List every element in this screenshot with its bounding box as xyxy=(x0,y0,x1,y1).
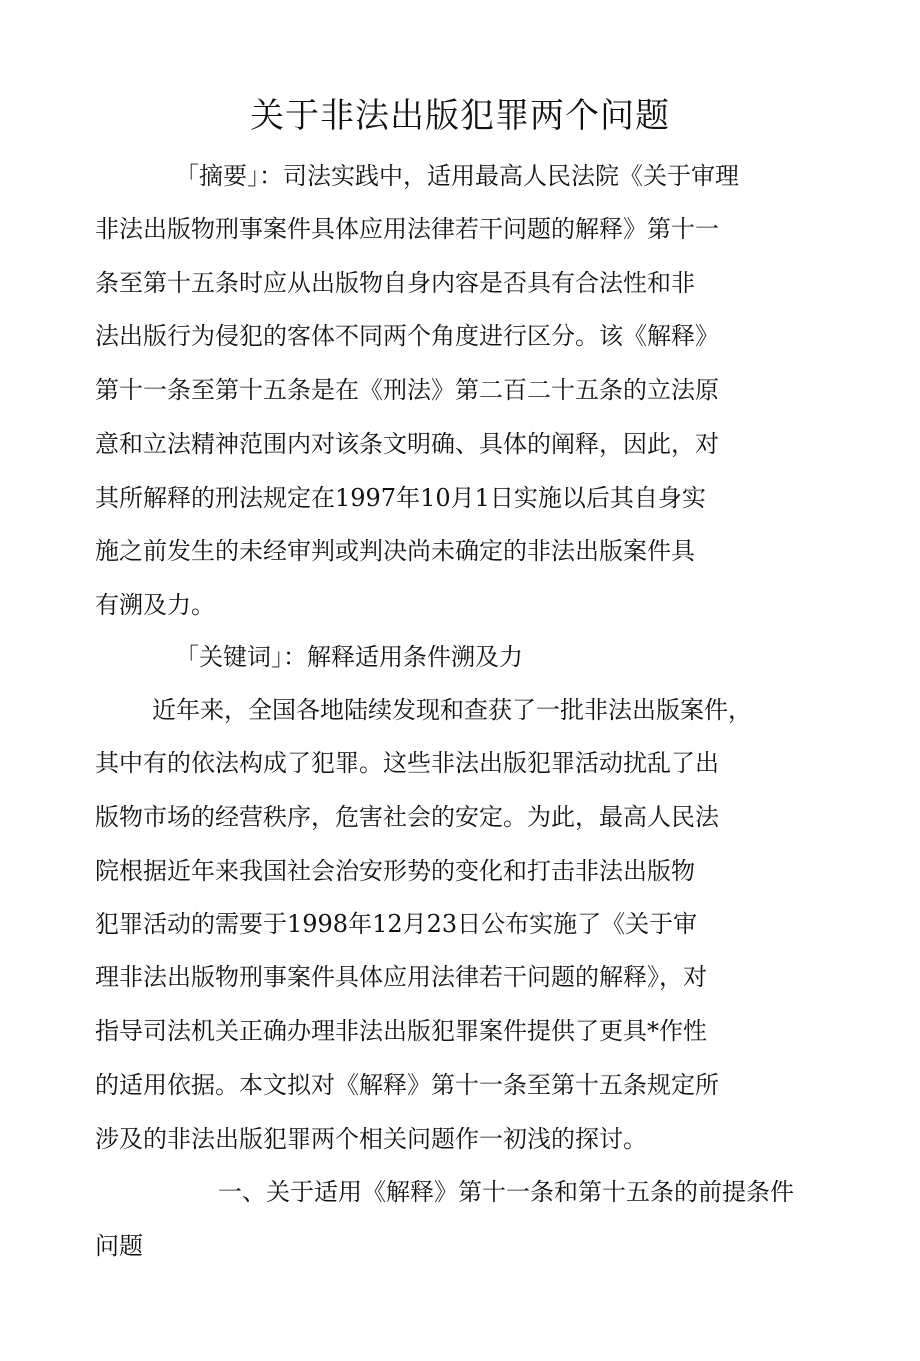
body-line: 理非法出版物刑事案件具体应用法律若干问题的解释》，对 xyxy=(95,963,707,991)
abstract-line: 意和立法精神范围内对该条文明确、具体的阐释，因此，对 xyxy=(95,430,719,458)
abstract-line: 第十一条至第十五条是在《刑法》第二百二十五条的立法原 xyxy=(95,376,719,404)
abstract-line: 其所解释的刑法规定在1997年10月1日实施以后其自身实 xyxy=(95,484,706,512)
body-line: 版物市场的经营秩序，危害社会的安定。为此，最高人民法 xyxy=(95,803,719,831)
abstract-line: 条至第十五条时应从出版物自身内容是否具有合法性和非 xyxy=(95,269,695,297)
body-line: 的适用依据。本文拟对《解释》第十一条至第十五条规定所 xyxy=(95,1071,719,1099)
section-heading-line: 一、关于适用《解释》第十一条和第十五条的前提条件 xyxy=(218,1178,794,1206)
body-line: 近年来，全国各地陆续发现和查获了一批非法出版案件， xyxy=(152,696,752,724)
body-line: 指导司法机关正确办理非法出版犯罪案件提供了更具*作性 xyxy=(95,1017,707,1045)
body-line: 犯罪活动的需要于1998年12月23日公布实施了《关于审 xyxy=(95,910,698,938)
body-line: 涉及的非法出版犯罪两个相关问题作一初浅的探讨。 xyxy=(95,1125,647,1153)
keywords: 「关键词」：解释适用条件溯及力 xyxy=(175,643,523,671)
abstract-line: 「摘要」：司法实践中，适用最高人民法院《关于审理 xyxy=(175,162,739,190)
body-line: 其中有的依法构成了犯罪。这些非法出版犯罪活动扰乱了出 xyxy=(95,749,719,777)
body-line: 院根据近年来我国社会治安形势的变化和打击非法出版物 xyxy=(95,857,695,885)
section-heading-line: 问题 xyxy=(95,1232,143,1260)
document-title: 关于非法出版犯罪两个问题 xyxy=(250,96,670,136)
abstract-line: 法出版行为侵犯的客体不同两个角度进行区分。该《解释》 xyxy=(95,322,719,350)
abstract-line: 有溯及力。 xyxy=(95,591,215,619)
abstract-line: 施之前发生的未经审判或判决尚未确定的非法出版案件具 xyxy=(95,537,695,565)
abstract-line: 非法出版物刑事案件具体应用法律若干问题的解释》第十一 xyxy=(95,215,719,243)
